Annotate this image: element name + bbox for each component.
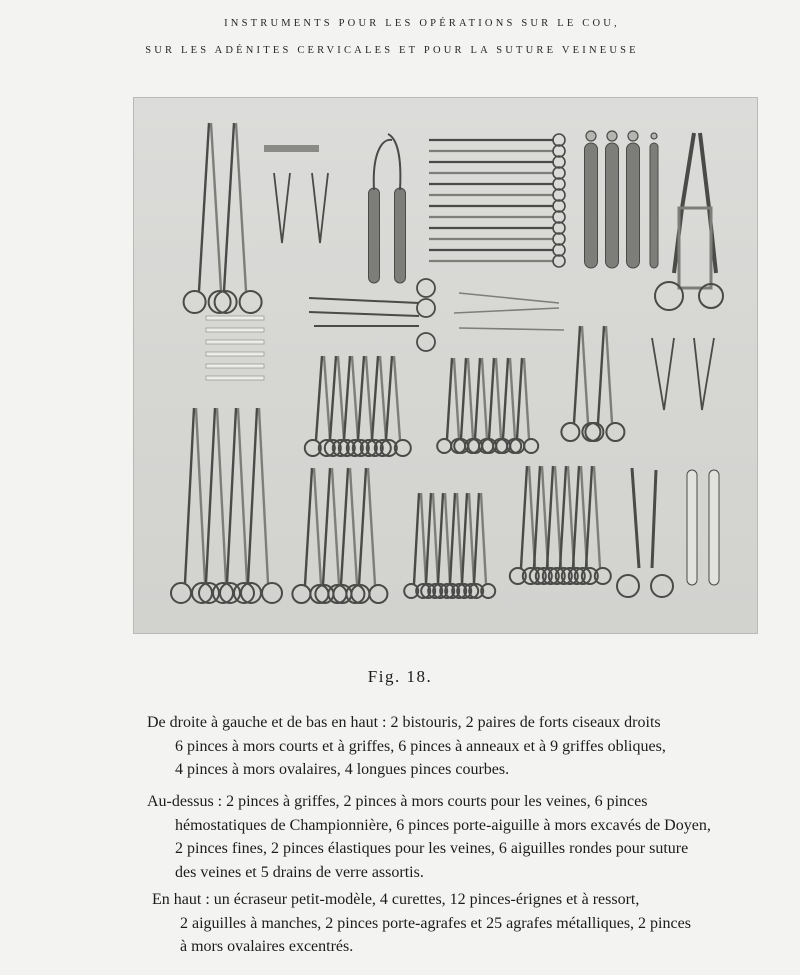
short-jaw-forceps-4-jaw — [560, 466, 566, 568]
short-jaw-forceps-5-jaw — [573, 466, 579, 568]
elastic-vein-forceps-1 — [652, 338, 674, 410]
hemostatic-forceps-3-jaw — [352, 356, 358, 440]
curette-4 — [650, 143, 658, 268]
curette-tip-1 — [586, 131, 596, 141]
retractor-ring-6 — [553, 189, 565, 201]
scissors-ring — [617, 575, 639, 597]
curette-1 — [585, 143, 598, 268]
long-forceps-1-ring — [184, 291, 206, 313]
needle-holder-ring — [417, 279, 435, 297]
hemostatic-forceps-6-jaw — [386, 356, 392, 440]
ring-forceps-3-jaw — [438, 493, 443, 584]
fine-forceps-pair — [454, 293, 564, 330]
ring-forceps-2-jaw — [433, 493, 438, 584]
long-curved-forceps-3-jaw — [238, 408, 247, 583]
needle-holder-ring — [417, 333, 435, 351]
needle-handle-2 — [395, 188, 406, 283]
short-jaw-forceps-2-jaw — [534, 466, 540, 568]
oval-jaw-forceps-2-jaw — [323, 468, 330, 585]
needle-holder-doyen-6-ring — [524, 439, 538, 453]
oval-jaw-forceps-4-jaw — [359, 468, 366, 585]
retractor-ring-11 — [553, 244, 565, 256]
oval-jaw-forceps-4-jaw — [368, 468, 375, 585]
paragraph-2-line-4: des veines et 5 drains de verre assortis. — [175, 863, 424, 881]
long-curved-forceps-4-ring — [262, 583, 282, 603]
oval-jaw-forceps-3-jaw — [350, 468, 357, 585]
retractor-ring-8 — [553, 211, 565, 223]
retractor-ring-2 — [553, 145, 565, 157]
glass-drain-2 — [206, 328, 264, 332]
needle-holder-doyen-4-jaw — [496, 358, 501, 439]
hemostatic-forceps-1-jaw — [324, 356, 330, 440]
retractor-ring-1 — [553, 134, 565, 146]
curved-needle-2 — [388, 134, 400, 190]
oval-jaw-forceps-1-jaw — [314, 468, 321, 585]
hemostatic-forceps-2-jaw — [330, 356, 336, 440]
strong-scissors-1 — [632, 468, 656, 568]
glass-drain-4 — [206, 352, 264, 356]
instrument-photograph-plate — [133, 97, 758, 634]
glass-drain-5 — [206, 364, 264, 368]
ecraseur-ring — [655, 282, 683, 310]
long-curved-forceps-1-jaw — [185, 408, 194, 583]
vein-forceps-1-ring — [561, 423, 579, 441]
short-jaw-forceps-1-jaw — [521, 466, 527, 568]
needle-holder-doyen-5-jaw — [503, 358, 508, 439]
needle-holder-pair — [309, 298, 419, 326]
long-forceps-2-jaw — [224, 123, 234, 291]
paragraph-2-line-1: Au-dessus : 2 pinces à griffes, 2 pinces à mors courts pour les veines, 6 pinces — [147, 793, 648, 810]
long-forceps-1-jaw — [211, 123, 221, 291]
long-curved-forceps-1-jaw — [196, 408, 205, 583]
needle-holder-doyen-3-jaw — [475, 358, 480, 439]
needle-holder-doyen-2-jaw — [468, 358, 473, 439]
retractor-ring-7 — [553, 200, 565, 212]
needle-holder-doyen-6-jaw — [517, 358, 522, 439]
paragraph-2-line-3: 2 pinces fines, 2 pinces élastiques pour les veines, 6 aiguilles rondes pour suture — [175, 840, 689, 857]
curette-3 — [627, 143, 640, 268]
paragraph-1-line-2: 6 pinces à mors courts et à griffes, 6 pinces à anneaux et à 9 griffes obliques, — [175, 737, 666, 755]
hemostatic-forceps-2-jaw — [338, 356, 344, 440]
description-paragraph-3 — [152, 888, 792, 959]
figure-caption-number: 18. — [406, 667, 433, 686]
long-curved-forceps-4-jaw — [259, 408, 268, 583]
long-forceps-2-ring — [240, 291, 262, 313]
hemostatic-forceps-5-jaw — [372, 356, 378, 440]
ring-forceps-4-jaw — [450, 493, 455, 584]
hemostatic-forceps-3-jaw — [344, 356, 350, 440]
hemostatic-forceps-4-jaw — [366, 356, 372, 440]
long-curved-forceps-3-jaw — [227, 408, 236, 583]
oval-jaw-forceps-1-jaw — [305, 468, 312, 585]
long-forceps-1-ring — [215, 291, 237, 313]
short-jaw-forceps-6-jaw — [586, 466, 592, 568]
ring-forceps-3-jaw — [445, 493, 450, 584]
oval-jaw-forceps-3-jaw — [341, 468, 348, 585]
retractor-ring-9 — [553, 222, 565, 234]
scalpel-2 — [709, 470, 719, 585]
retractor-ring-10 — [553, 233, 565, 245]
retractor-ring-3 — [553, 156, 565, 168]
ring-forceps-5-jaw — [469, 493, 474, 584]
curette-2 — [606, 143, 619, 268]
figure-caption-prefix: Fig. — [367, 667, 401, 686]
vein-forceps-1-jaw — [582, 326, 588, 423]
curette-tip-2 — [607, 131, 617, 141]
instrument-illustration — [134, 98, 757, 633]
long-forceps-1-jaw — [199, 123, 209, 291]
long-curved-forceps-1-ring — [171, 583, 191, 603]
ring-forceps-6-jaw — [474, 493, 479, 584]
needle-holder-doyen-3-jaw — [482, 358, 487, 439]
curette-tip-4 — [651, 133, 657, 139]
ring-forceps-5-jaw — [462, 493, 467, 584]
glass-drain-6 — [206, 376, 264, 380]
paragraph-1-line-3: 4 pinces à mors ovalaires, 4 longues pinces courbes. — [175, 761, 510, 778]
needle-holder-doyen-5-jaw — [510, 358, 515, 439]
long-forceps-2-jaw — [236, 123, 246, 291]
oval-jaw-forceps-2-jaw — [332, 468, 339, 585]
description-paragraph-2 — [147, 790, 787, 884]
hemostatic-forceps-1-jaw — [316, 356, 322, 440]
glass-drain-1 — [206, 316, 264, 320]
fine-tweezers-2 — [312, 173, 328, 243]
oval-jaw-forceps-4-ring — [369, 585, 387, 603]
vein-forceps-2-jaw — [606, 326, 612, 423]
vein-forceps-2-jaw — [598, 326, 604, 423]
ring-forceps-4-jaw — [457, 493, 462, 584]
running-header-line-2: SUR LES ADÉNITES CERVICALES ET POUR LA SUTURE VEINEUSE — [145, 45, 639, 56]
hemostatic-forceps-6-jaw — [394, 356, 400, 440]
description-paragraph-1 — [147, 711, 787, 782]
staple-strip — [264, 145, 319, 152]
figure-caption — [0, 667, 800, 687]
needle-holder-doyen-6-jaw — [524, 358, 529, 439]
needle-holder-doyen-1-ring — [437, 439, 451, 453]
long-curved-forceps-2-jaw — [206, 408, 215, 583]
ring-forceps-2-jaw — [426, 493, 431, 584]
glass-drain-3 — [206, 340, 264, 344]
short-jaw-forceps-3-jaw — [547, 466, 553, 568]
fine-tweezers-1 — [274, 173, 290, 243]
paragraph-3-line-1: En haut : un écraseur petit-modèle, 4 curettes, 12 pinces-érignes et à ressort, — [152, 891, 640, 908]
retractor-ring-4 — [553, 167, 565, 179]
vein-forceps-1-jaw — [574, 326, 580, 423]
needle-holder-doyen-4-jaw — [489, 358, 494, 439]
paragraph-3-line-2: 2 aiguilles à manches, 2 pinces porte-agrafes et 25 agrafes métalliques, 2 pinces — [180, 914, 691, 932]
short-jaw-forceps-6-jaw — [594, 466, 600, 568]
long-forceps-2-ring — [209, 291, 231, 313]
ecraseur-frame — [679, 208, 711, 288]
scalpel-1 — [687, 470, 697, 585]
paragraph-3-line-3: à mors ovalaires excentrés. — [180, 938, 354, 955]
oval-jaw-forceps-1-ring — [292, 585, 310, 603]
ring-forceps-6-jaw — [481, 493, 486, 584]
long-curved-forceps-2-jaw — [217, 408, 226, 583]
scissors-ring — [651, 575, 673, 597]
hemostatic-forceps-5-jaw — [380, 356, 386, 440]
hemostatic-forceps-4-jaw — [358, 356, 364, 440]
needle-holder-doyen-2-jaw — [461, 358, 466, 439]
vein-forceps-2-ring — [606, 423, 624, 441]
ring-forceps-1-jaw — [421, 493, 426, 584]
needle-holder-doyen-1-jaw — [447, 358, 452, 439]
needle-holder-doyen-1-jaw — [454, 358, 459, 439]
curved-needle-1 — [374, 140, 392, 190]
ring-forceps-1-jaw — [414, 493, 419, 584]
retractor-ring-5 — [553, 178, 565, 190]
running-header-line-1: INSTRUMENTS POUR LES OPÉRATIONS SUR LE COU, — [224, 18, 620, 29]
curette-tip-3 — [628, 131, 638, 141]
long-curved-forceps-4-jaw — [248, 408, 257, 583]
elastic-vein-forceps-2 — [694, 338, 714, 410]
paragraph-1-line-1: De droite à gauche et de bas en haut : 2 bistouris, 2 paires de forts ciseaux droits — [147, 714, 661, 731]
paragraph-2-line-2: hémostatiques de Championnière, 6 pinces porte-aiguille à mors excavés de Doyen, — [175, 816, 711, 834]
needle-holder-ring — [417, 299, 435, 317]
needle-handle-1 — [369, 188, 380, 283]
